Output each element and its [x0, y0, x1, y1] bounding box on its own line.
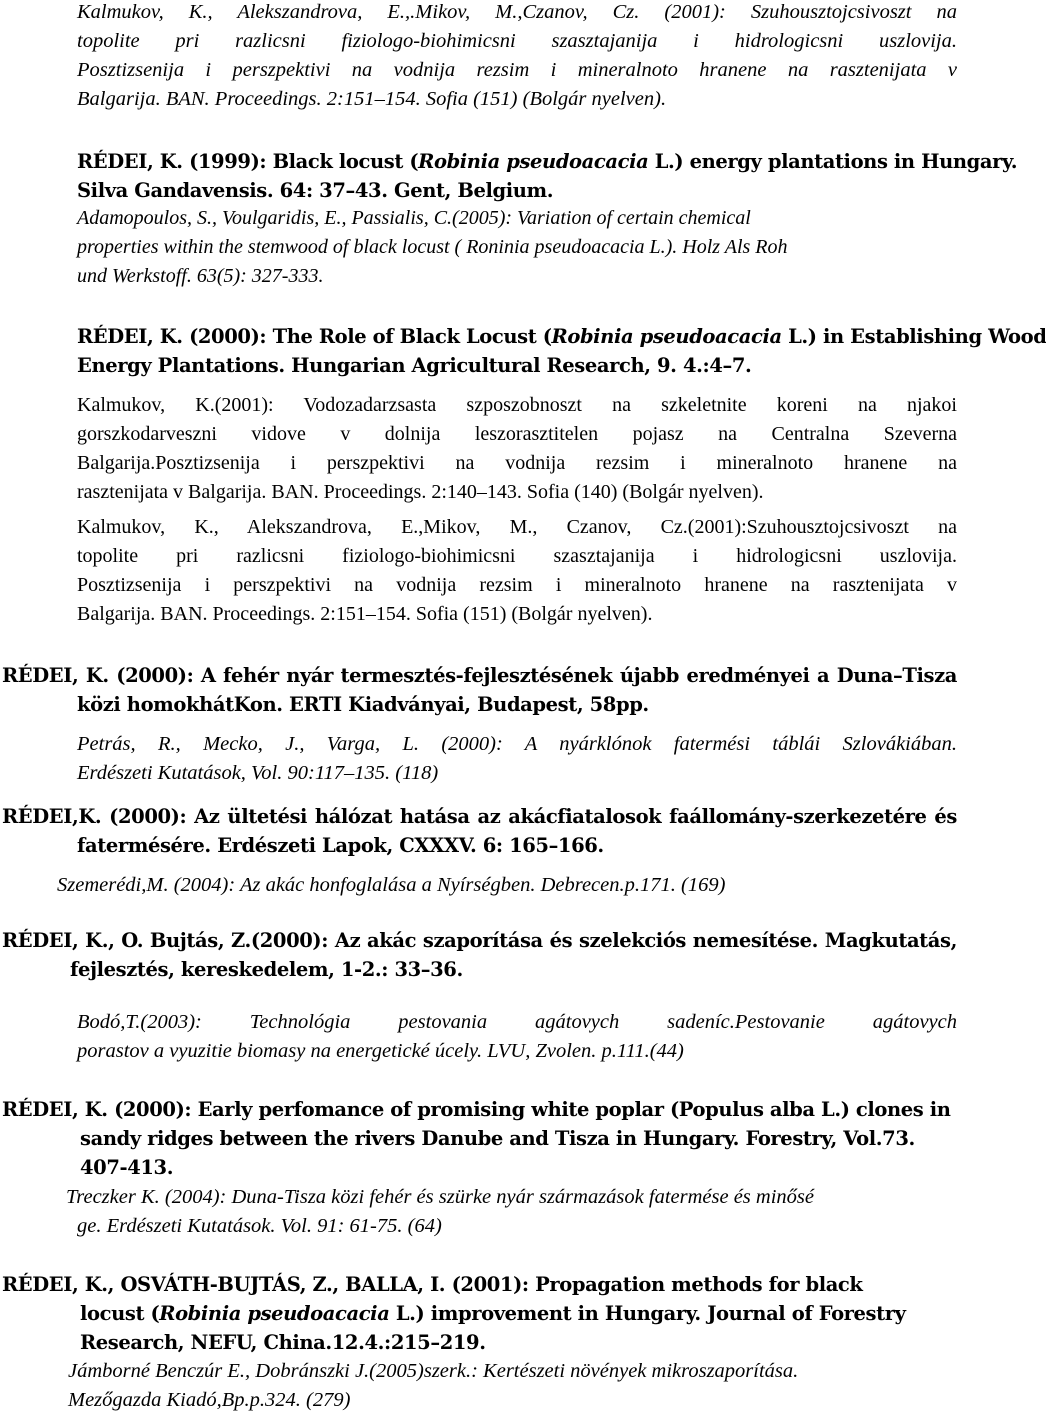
- species-name: Robinia pseudoacacia: [418, 150, 649, 173]
- reference-line: Kalmukov, K.(2001): Vodozadarzsasta szposzobnoszt na szkeletnite koreni na njakoi: [77, 394, 957, 416]
- reference-line: Balgarija.Posztizsenija i perszpektivi na vodnija rezsim i mineralnoto hranene na: [77, 452, 957, 474]
- reference-line: Petrás, R., Mecko, J., Varga, L. (2000): A nyárklónok fatermési táblái Szlovákiában.: [77, 733, 957, 755]
- reference-line: properties within the stemwood of black locust ( Roninia pseudoacacia L.). Holz Als Roh: [77, 236, 788, 258]
- species-name: Robinia pseudoacacia: [551, 325, 782, 348]
- reference-line: fatermésére. Erdészeti Lapok, CXXXV. 6: 165–166.: [77, 834, 604, 857]
- reference-line: Adamopoulos, S., Voulgaridis, E., Passialis, C.(2005): Variation of certain chemical: [77, 207, 751, 229]
- reference-entry: [68, 1357, 958, 1415]
- reference-entry: [77, 1008, 957, 1066]
- reference-line: RÉDEI, K., OSVÁTH-BUJTÁS, Z., BALLA, I. (2001): Propagation methods for black: [2, 1273, 863, 1296]
- reference-line: RÉDEI,K. (2000): Az ültetési hálózat hatása az akácfiatalosok faállomány-szerkezetére és: [2, 805, 957, 828]
- reference-line: Kalmukov, K., Alekszandrova, E.,Mikov, M., Czanov, Cz.(2001):Szuhousztojcsivoszt na: [77, 516, 957, 538]
- reference-line: Research, NEFU, China.12.4.:215–219.: [80, 1331, 486, 1354]
- reference-line: RÉDEI, K. (2000): A fehér nyár termesztés-fejlesztésének újabb eredményei a Duna–Tisza: [2, 664, 957, 687]
- reference-line: Jámborné Benczúr E., Dobránszki J.(2005)szerk.: Kertészeti növények mikroszaporítása.: [68, 1360, 799, 1382]
- reference-line: RÉDEI, K. (2000): The Role of Black Locust (Robinia pseudoacacia L.) in Establishing Wood: [77, 325, 1046, 348]
- reference-line: topolite pri razlicsni fiziologo-biohimicsni szasztajanija i hidrologicsni uszlovija.: [77, 545, 957, 567]
- reference-line: RÉDEI, K. (2000): Early perfomance of promising white poplar (Populus alba L.) clones in: [2, 1098, 951, 1121]
- reference-entry: [77, 322, 1046, 380]
- reference-entry: [77, 204, 957, 291]
- reference-line: Balgarija. BAN. Proceedings. 2:151–154. Sofia (151) (Bolgár nyelven).: [77, 88, 667, 110]
- reference-line: Energy Plantations. Hungarian Agricultural Research, 9. 4.:4–7.: [77, 354, 752, 377]
- reference-line: Posztizsenija i perszpektivi na vodnija rezsim i mineralnoto hranene na rasztenijata v: [77, 59, 957, 81]
- reference-line: sandy ridges between the rivers Danube and Tisza in Hungary. Forestry, Vol.73.: [80, 1127, 915, 1150]
- reference-line: und Werkstoff. 63(5): 327-333.: [77, 265, 324, 287]
- reference-entry: [77, 730, 957, 788]
- reference-line: RÉDEI, K., O. Bujtás, Z.(2000): Az akác szaporítása és szelekciós nemesítése. Magkutatás,: [2, 929, 957, 952]
- reference-line: Bodó,T.(2003): Technológia pestovania agátovych sadeníc.Pestovanie agátovych: [77, 1011, 957, 1033]
- reference-line: gorszkodarveszni vidove v dolnija leszorasztitelen pojasz na Centralna Szeverna: [77, 423, 957, 445]
- reference-line: RÉDEI, K. (1999): Black locust (Robinia pseudoacacia L.) energy plantations in Hungary.: [77, 150, 1018, 173]
- reference-line: Erdészeti Kutatások, Vol. 90:117–135. (118): [77, 762, 439, 784]
- species-name: Robinia pseudoacacia: [159, 1302, 390, 1325]
- reference-entry: [2, 1270, 957, 1357]
- reference-line: Treczker K. (2004): Duna-Tisza közi fehér és szürke nyár származások fatermése és minősé: [66, 1186, 814, 1208]
- reference-entry: [66, 1183, 956, 1241]
- reference-entry: [2, 1095, 957, 1182]
- reference-line: Kalmukov, K., Alekszandrova, E.,.Mikov, M.,Czanov, Cz. (2001): Szuhousztojcsivoszt na: [77, 1, 957, 23]
- reference-line: fejlesztés, kereskedelem, 1-2.: 33–36.: [70, 958, 463, 981]
- reference-entry: [77, 0, 957, 114]
- reference-entry: [2, 926, 957, 984]
- reference-entry: [2, 661, 957, 719]
- reference-line: locust (Robinia pseudoacacia L.) improvement in Hungary. Journal of Forestry: [80, 1302, 906, 1325]
- reference-entry: [77, 513, 957, 629]
- reference-entry: [77, 147, 1018, 205]
- reference-line: közi homokhátKon. ERTI Kiadványai, Budapest, 58pp.: [77, 693, 649, 716]
- reference-line: ge. Erdészeti Kutatások. Vol. 91: 61-75. (64): [77, 1215, 442, 1237]
- reference-line: rasztenijata v Balgarija. BAN. Proceedings. 2:140–143. Sofia (140) (Bolgár nyelven).: [77, 481, 764, 503]
- reference-line: Posztizsenija i perszpektivi na vodnija rezsim i mineralnoto hranene na rasztenijata v: [77, 574, 957, 596]
- reference-line: porastov a vyuzitie biomasy na energetické úcely. LVU, Zvolen. p.111.(44): [77, 1040, 684, 1062]
- reference-line: Balgarija. BAN. Proceedings. 2:151–154. Sofia (151) (Bolgár nyelven).: [77, 603, 653, 625]
- reference-entry: [2, 802, 957, 860]
- reference-line: 407-413.: [80, 1156, 174, 1179]
- reference-line: Mezőgazda Kiadó,Bp.p.324. (279): [68, 1389, 351, 1411]
- reference-line: Silva Gandavensis. 64: 37–43. Gent, Belgium.: [77, 179, 554, 202]
- reference-entry: [57, 871, 957, 900]
- reference-entry: [77, 391, 957, 507]
- reference-line: topolite pri razlicsni fiziologo-biohimicsni szasztajanija i hidrologicsni uszlovija.: [77, 30, 957, 52]
- reference-line: Szemerédi,M. (2004): Az akác honfoglalása a Nyírségben. Debrecen.p.171. (169): [57, 874, 726, 896]
